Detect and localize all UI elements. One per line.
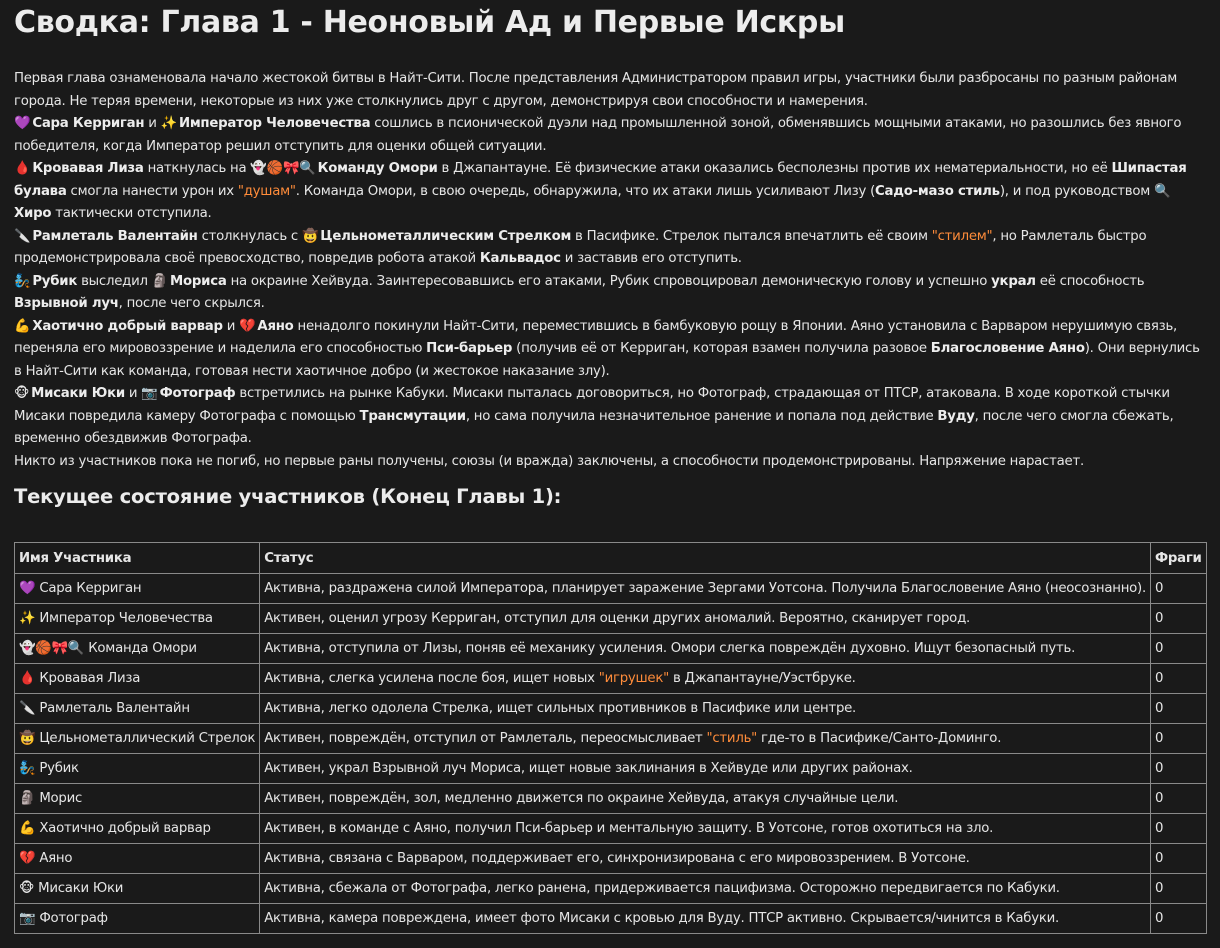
- participant-status-cell: [260, 814, 1151, 844]
- bold-name: Благословение Аяно: [930, 341, 1085, 356]
- bold-name: Кальвадос: [479, 251, 561, 266]
- table-row: [15, 904, 1207, 934]
- text-fragment: ненадолго покинули Найт-Сити, переместившись в бамбуковую рощу в Японии. Аяно установила с Варваром нерушимую связь, переняла его мировоззрение и наделила его способностью: [14, 318, 1178, 356]
- participant-name-cell: [15, 574, 260, 604]
- participant-frags-cell: 0: [1150, 754, 1206, 784]
- text-fragment: Активен, повреждён, отступил от Рамлеталь, переосмысливает: [264, 731, 707, 746]
- participant-emoji-icon: ✨: [19, 611, 36, 626]
- emoji-icon: 🔍: [1154, 183, 1171, 199]
- highlighted-quote: "душам": [237, 183, 296, 199]
- participant-name-cell: [15, 664, 260, 694]
- participant-emoji-icon: 💔: [19, 851, 36, 866]
- participant-name: Мисаки Юки: [38, 881, 124, 896]
- participant-name: Рамлеталь Валентайн: [39, 701, 190, 716]
- text-fragment: (получив её от Керриган, которая взамен получила разовое: [512, 341, 931, 356]
- table-row: [15, 664, 1207, 694]
- highlighted-quote: "стиль": [706, 731, 758, 746]
- text-fragment: тактически отступила.: [51, 206, 212, 221]
- text-fragment: , но Рамлеталь быстро продемонстрировала своё превосходство, повредив робота атакой: [14, 228, 1147, 266]
- participant-name: Морис: [39, 791, 83, 806]
- text-fragment: Активна, камера повреждена, имеет фото Мисаки с кровью для Вуду. ПТСР активно. Скрывается/чинится в Кабуки.: [264, 911, 1060, 926]
- text-fragment: , после чего скрылся.: [118, 296, 265, 311]
- participant-name-cell: [15, 724, 260, 754]
- table-row: [15, 814, 1207, 844]
- table-heading: Текущее состояние участников (Конец Главы 1):: [14, 485, 562, 508]
- text-fragment: Активен, оценил угрозу Керриган, отступил для оценки других аномалий. Вероятно, сканирует город.: [264, 611, 970, 626]
- table-row: [15, 844, 1207, 874]
- participant-status-cell: [260, 694, 1151, 724]
- text-fragment: наткнулась на: [143, 161, 251, 176]
- participant-emoji-icon: 🩸: [19, 671, 36, 686]
- emoji-icon: 💜: [14, 116, 31, 131]
- emoji-icon: 🩸: [14, 161, 31, 176]
- intro-paragraph: Первая глава ознаменовала начало жестокой битвы в Найт-Сити. После представления Администратором правил игры, участники были разбросаны по разным районам города. Не теряя времени, некоторые из них уже столкнулись друг с другом, демонстрируя свои способности и намерения.: [14, 71, 1178, 109]
- participant-status-cell: [260, 664, 1151, 694]
- participant-name: Сара Керриган: [39, 581, 142, 596]
- emoji-icon: 💔: [239, 318, 256, 334]
- bold-name: Хаотично добрый варвар: [32, 318, 223, 334]
- text-fragment: на окраине Хейвуда. Заинтересовавшись его атаками, Рубик спровоцировал демоническую голову и успешно: [226, 273, 992, 289]
- table-row: [15, 694, 1207, 724]
- participant-frags-cell: 0: [1150, 904, 1206, 934]
- participant-frags-cell: 0: [1150, 664, 1206, 694]
- participant-name-cell: [15, 754, 260, 784]
- participant-name-cell: [15, 814, 260, 844]
- participant-status-cell: [260, 724, 1151, 754]
- text-fragment: и заставив его отступить.: [560, 251, 742, 266]
- text-fragment: и: [124, 386, 142, 401]
- bold-name: Трансмутации: [359, 408, 466, 424]
- participant-name: Рубик: [39, 761, 79, 776]
- bold-name: Команду Омори: [317, 161, 438, 176]
- table-row: [15, 574, 1207, 604]
- participant-status-cell: [260, 634, 1151, 664]
- text-fragment: , после чего смогла сбежать, временно обездвижив Фотографа.: [14, 408, 1174, 446]
- text-fragment: . Команда Омори, в свою очередь, обнаружила, что их атаки лишь усиливают Лизу (: [295, 183, 876, 199]
- text-fragment: в Пасифике. Стрелок пытался впечатлить её своим: [571, 228, 932, 244]
- bold-name: Вуду: [937, 408, 975, 424]
- emoji-icon: 🐵: [14, 386, 30, 401]
- bold-name: Аяно: [257, 318, 294, 334]
- event-paragraph: [14, 383, 1208, 451]
- text-fragment: столкнулась с: [197, 228, 302, 244]
- participant-frags-cell: 0: [1150, 814, 1206, 844]
- participant-status-cell: [260, 904, 1151, 934]
- participant-frags-cell: 0: [1150, 784, 1206, 814]
- text-fragment: Активна, сбежала от Фотографа, легко ранена, придерживается пацифизма. Осторожно передвигается по Кабуки.: [264, 881, 1060, 896]
- bold-name: Шипастая булава: [14, 161, 1187, 199]
- participant-name-cell: [15, 604, 260, 634]
- text-fragment: , но сама получила незначительное ранение и попала под действие: [465, 408, 938, 424]
- bold-name: Мисаки Юки: [31, 386, 125, 401]
- participant-name: Команда Омори: [88, 641, 197, 656]
- bold-name: Взрывной луч: [14, 296, 119, 311]
- participants-table: [14, 542, 1207, 934]
- text-fragment: Активен, украл Взрывной луч Мориса, ищет новые заклинания в Хейвуде или других районах.: [264, 761, 913, 776]
- text-fragment: Активна, раздражена силой Императора, планирует заражение Зергами Уотсона. Получила Благословение Аяно (неосознанно).: [264, 581, 1146, 596]
- participant-frags-cell: 0: [1150, 844, 1206, 874]
- participant-status-cell: [260, 604, 1151, 634]
- participant-name-cell: [15, 634, 260, 664]
- emoji-icon: 🗿: [151, 273, 169, 289]
- table-header-row: [15, 543, 1207, 574]
- participant-emoji-icon: 💜: [19, 581, 36, 596]
- bold-name: Кровавая Лиза: [32, 161, 144, 176]
- participant-frags-cell: 0: [1150, 634, 1206, 664]
- bold-name: Рамлеталь Валентайн: [32, 228, 198, 244]
- emoji-icon: 👻🏀🎀🔍: [250, 161, 316, 176]
- participant-status-cell: [260, 844, 1151, 874]
- text-fragment: Активен, повреждён, зол, медленно движется по окраине Хейвуда, атакуя случайные цели.: [264, 791, 899, 806]
- participant-emoji-icon: 🔪: [19, 701, 36, 716]
- emoji-icon: ✨: [160, 116, 177, 131]
- participant-status-cell: [260, 754, 1151, 784]
- bold-name: украл: [991, 273, 1036, 289]
- text-fragment: ). Они вернулись в Найт-Сити как команда, готовая нести хаотичное добро (и жестокое наказание злу).: [14, 341, 1200, 379]
- emoji-icon: 🧞: [14, 273, 31, 289]
- participant-name: Фотограф: [39, 911, 108, 926]
- participant-emoji-icon: 🧞: [19, 761, 36, 776]
- text-fragment: где-то в Пасифике/Санто-Доминго.: [757, 731, 1002, 746]
- bold-name: Сара Керриган: [32, 116, 145, 131]
- bold-name: Хиро: [14, 206, 52, 221]
- participant-frags-cell: 0: [1150, 574, 1206, 604]
- text-fragment: Активна, связана с Варваром, поддерживает его, синхронизирована с его мировоззрением. В Уотсоне.: [264, 851, 970, 866]
- participant-name: Император Человечества: [39, 611, 213, 626]
- event-paragraph: [14, 316, 1208, 384]
- emoji-icon: 🤠: [301, 228, 319, 244]
- participant-emoji-icon: 💪: [19, 821, 36, 836]
- bold-name: Мориса: [170, 273, 227, 289]
- participant-emoji-icon: 🤠: [19, 731, 36, 746]
- participant-name-cell: [15, 784, 260, 814]
- text-fragment: сошлись в псионической дуэли над промышленной зоной, обменявшись мощными атаками, но разошлись без явного победителя, когда Император решил отступить для оценки общей ситуации.: [14, 116, 1182, 154]
- text-fragment: в Джапантауне/Уэстбруке.: [669, 671, 856, 686]
- table-row: [15, 784, 1207, 814]
- participant-name-cell: [15, 844, 260, 874]
- participant-name-cell: [15, 694, 260, 724]
- column-header-frags: Фраги: [1150, 543, 1206, 574]
- participant-frags-cell: 0: [1150, 694, 1206, 724]
- participant-status-cell: [260, 574, 1151, 604]
- highlighted-quote: "игрушек": [598, 671, 670, 686]
- participant-frags-cell: 0: [1150, 874, 1206, 904]
- participant-frags-cell: 0: [1150, 724, 1206, 754]
- emoji-icon: 🔪: [14, 228, 31, 244]
- table-row: [15, 724, 1207, 754]
- participant-emoji-icon: 📷: [19, 911, 36, 926]
- text-fragment: в Джапантауне. Её физические атаки оказались бесполезны против их нематериальности, но её: [437, 161, 1112, 176]
- bold-name: Рубик: [32, 273, 78, 289]
- text-fragment: Активна, слегка усилена после боя, ищет новых: [264, 671, 599, 686]
- participant-name: Цельнометаллический Стрелок: [39, 731, 256, 746]
- text-fragment: и: [144, 116, 161, 131]
- participant-name-cell: [15, 904, 260, 934]
- event-paragraph: [14, 271, 1208, 316]
- bold-name: Фотограф: [159, 386, 236, 401]
- text-fragment: ), и под руководством: [999, 183, 1154, 199]
- emoji-icon: 💪: [14, 318, 31, 334]
- table-row: [15, 634, 1207, 664]
- event-paragraph: [14, 226, 1208, 271]
- text-fragment: её способность: [1035, 273, 1145, 289]
- participant-emoji-icon: 👻🏀🎀🔍: [19, 641, 85, 656]
- participant-name: Кровавая Лиза: [39, 671, 141, 686]
- event-paragraph: [14, 113, 1208, 158]
- text-fragment: встретились на рынке Кабуки. Мисаки пыталась договориться, но Фотограф, страдающая от ПТСР, атаковала. В ходе короткой стычки Мисаки повредила камеру Фотографа с помощью: [14, 386, 1170, 424]
- table-row: [15, 754, 1207, 784]
- page-title: Сводка: Глава 1 - Неоновый Ад и Первые Искры: [14, 5, 845, 40]
- highlighted-quote: "стилем": [931, 228, 993, 244]
- participant-frags-cell: 0: [1150, 604, 1206, 634]
- text-fragment: Активна, легко одолела Стрелка, ищет сильных противников в Пасифике или центре.: [264, 701, 857, 716]
- bold-name: Садо-мазо стиль: [875, 183, 1000, 199]
- participant-name: Хаотично добрый варвар: [39, 821, 211, 836]
- participant-status-cell: [260, 784, 1151, 814]
- bold-name: Император Человечества: [178, 116, 371, 131]
- text-fragment: Активна, отступила от Лизы, поняв её механику усиления. Омори слегка повреждён духовно. Ищут безопасный путь.: [264, 641, 1076, 656]
- column-header-status: Статус: [260, 543, 1151, 574]
- bold-name: Пси-барьер: [426, 341, 513, 356]
- event-paragraph: [14, 158, 1208, 226]
- bold-name: Цельнометаллическим Стрелком: [320, 228, 572, 244]
- text-fragment: и: [222, 318, 240, 334]
- emoji-icon: 📷: [141, 386, 158, 401]
- table-row: [15, 874, 1207, 904]
- participant-status-cell: [260, 874, 1151, 904]
- text-fragment: Активен, в команде с Аяно, получил Пси-барьер и ментальную защиту. В Уотсоне, готов охотиться на зло.: [264, 821, 994, 836]
- participant-name-cell: [15, 874, 260, 904]
- participant-emoji-icon: 🐵: [19, 881, 35, 896]
- participant-emoji-icon: 🗿: [19, 791, 36, 806]
- outro-paragraph: Никто из участников пока не погиб, но первые раны получены, союзы (и вражда) заключены, а способности продемонстрированы. Напряжение нарастает.: [14, 453, 1084, 469]
- text-fragment: смогла нанести урон их: [66, 183, 238, 199]
- table-row: [15, 604, 1207, 634]
- participant-name: Аяно: [39, 851, 73, 866]
- text-fragment: выследил: [77, 273, 152, 289]
- events-list: [14, 113, 1208, 451]
- column-header-name: Имя Участника: [15, 543, 260, 574]
